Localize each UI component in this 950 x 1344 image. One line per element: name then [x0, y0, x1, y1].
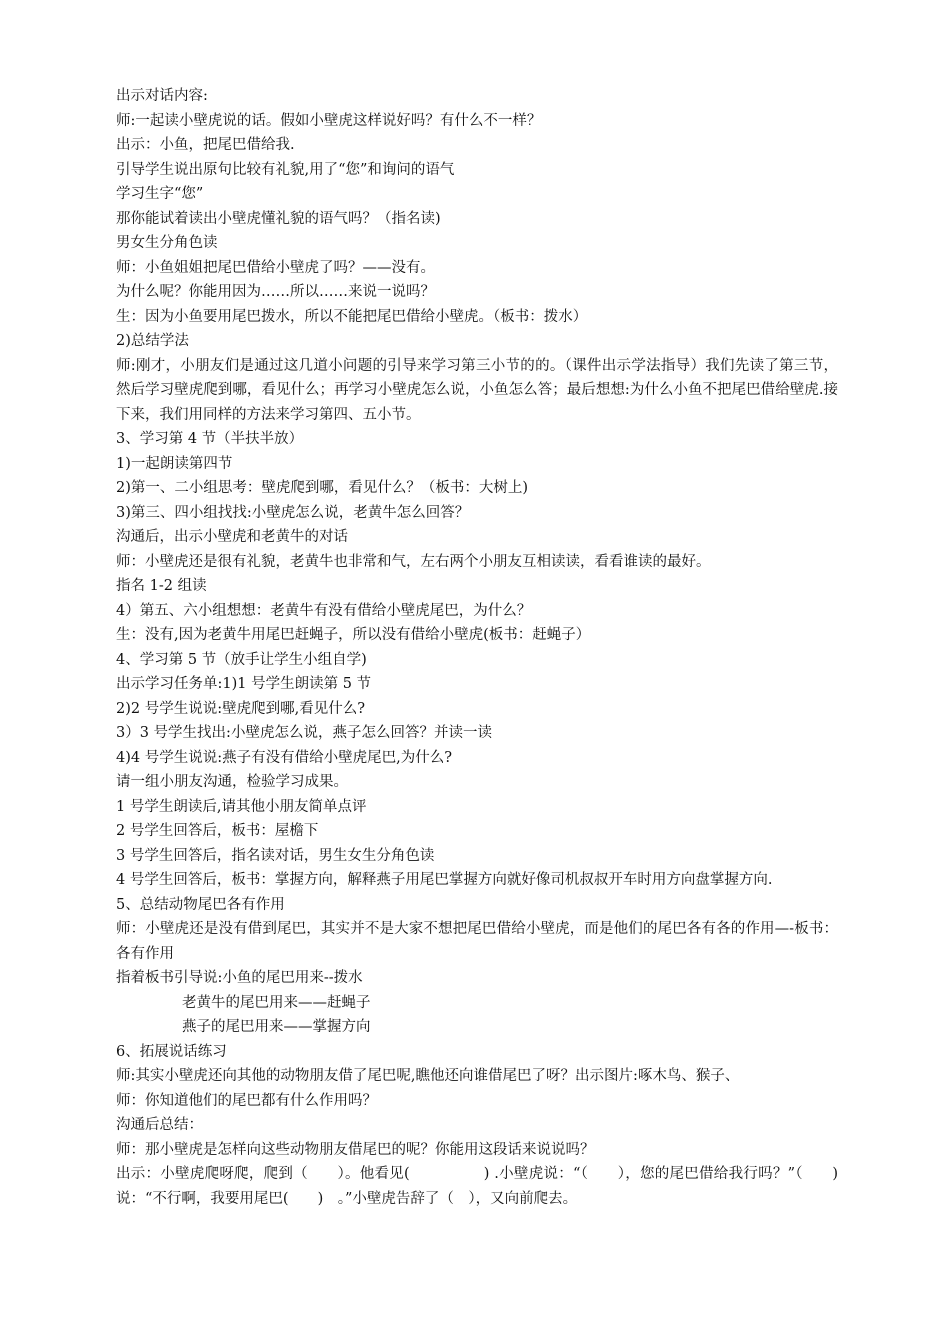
text-line-indented: 老黄牛的尾巴用来——赶蝇子: [182, 994, 371, 1011]
text-line: 为什么呢？你能用因为……所以……来说一说吗？: [116, 284, 435, 300]
text-line: 生：没有,因为老黄牛用尾巴赶蝇子，所以没有借给小壁虎(板书：赶蝇子）: [116, 627, 591, 643]
text-line-indented: 燕子的尾巴用来——掌握方向: [182, 1019, 371, 1035]
text-line: 2 号学生回答后，板书：屋檐下: [116, 823, 319, 839]
text-line: 4)4 号学生说说:燕子有没有借给小壁虎尾巴,为什么?: [116, 749, 452, 766]
text-line: 师：那小壁虎是怎样向这些动物朋友借尾巴的呢？你能用这段话来说说吗？: [116, 1141, 595, 1158]
text-line: 学习生字“您”: [116, 186, 204, 202]
section-heading: 6、拓展说话练习: [116, 1043, 227, 1060]
paragraph: 4 号学生回答后，板书：掌握方向，解释燕子用尾巴掌握方向就好像司机叔叔开车时用方向盘掌握方向.: [116, 872, 773, 888]
text-line: 4）第五、六小组想想：老黄牛有没有借给小壁虎尾巴，为什么？: [116, 602, 532, 619]
text-line: 师：小鱼姐姐把尾巴借给小壁虎了吗？——没有。: [116, 259, 435, 276]
text-line: 那你能试着读出小壁虎懂礼貌的语气吗？（指名读): [116, 210, 441, 227]
text-line: 1)一起朗读第四节: [116, 455, 233, 472]
text-line: 3 号学生回答后，指名读对话，男生女生分角色读: [116, 847, 435, 864]
text-line: 指着板书引导说:小鱼的尾巴用来--拨水: [116, 970, 363, 986]
text-line: 2)2 号学生说说:壁虎爬到哪,看见什么?: [116, 700, 365, 717]
text-line: 师:其实小壁虎还向其他的动物朋友借了尾巴呢,瞧他还向谁借尾巴了呀？出示图片:啄木鸟、猴子、: [116, 1068, 740, 1084]
text-line: 师：小壁虎还是很有礼貌，老黄牛也非常和气，左右两个小朋友互相读读，看看谁读的最好。: [116, 553, 711, 570]
text-line: 生：因为小鱼要用尾巴拨水，所以不能把尾巴借给小壁虎。（板书：拨水）: [116, 308, 588, 325]
text-line: 沟通后总结：: [116, 1117, 203, 1133]
text-line: 引导学生说出原句比较有礼貌,用了“您”和询问的语气: [116, 161, 455, 178]
text-line: 1 号学生朗读后,请其他小朋友简单点评: [116, 798, 367, 815]
text-line: 出示对话内容:: [116, 88, 208, 104]
text-line: 3)第三、四小组找找:小壁虎怎么说，老黄牛怎么回答？: [116, 504, 470, 521]
text-line: 师：你知道他们的尾巴都有什么作用吗？: [116, 1092, 377, 1109]
paragraph: 师:刚才，小朋友们是通过这几道小问题的引导来学习第三小节的的。（课件出示学法指导）我们先读了第三节，然后学习壁虎爬到哪，看见什么；再学习小壁虎怎么说，小鱼怎么答；最后想想:为什么小鱼不把尾巴借给壁虎.接下来，我们用同样的方法来学习第四、五小节。: [116, 357, 838, 423]
text-line: 沟通后，出示小壁虎和老黄牛的对话: [116, 529, 348, 545]
section-heading: 3、学习第 4 节（半扶半放）: [116, 431, 304, 447]
section-heading: 2)总结学法: [116, 333, 189, 349]
text-line: 请一组小朋友沟通，检验学习成果。: [116, 774, 348, 790]
text-line: 男女生分角色读: [116, 235, 218, 251]
text-line: 出示学习任务单:1)1 号学生朗读第 5 节: [116, 676, 372, 692]
text-line: 指名 1-2 组读: [116, 578, 207, 594]
text-line: 2)第一、二小组思考：壁虎爬到哪，看见什么？（板书：大树上): [116, 480, 529, 496]
document-body: [116, 84, 838, 1211]
text-line: 师:一起读小壁虎说的话。假如小壁虎这样说好吗？有什么不一样？: [116, 112, 542, 129]
text-line: 3）3 号学生找出:小壁虎怎么说，燕子怎么回答？并读一读: [116, 725, 492, 741]
paragraph: 出示：小壁虎爬呀爬，爬到（ ）。他看见( ) .小壁虎说：“（ ），您的尾巴借给我行吗？”（ )说：“不行啊，我要用尾巴( ) 。”小壁虎告辞了（ ），又向前爬去。: [116, 1166, 838, 1207]
section-heading: 4、学习第 5 节（放手让学生小组自学): [116, 651, 367, 668]
text-line: 出示：小鱼，把尾巴借给我.: [116, 137, 295, 153]
section-heading: 5、总结动物尾巴各有作用: [116, 896, 285, 913]
paragraph: 师：小壁虎还是没有借到尾巴，其实并不是大家不想把尾巴借给小壁虎，而是他们的尾巴各有各的作用—-板书：各有作用: [116, 921, 838, 962]
